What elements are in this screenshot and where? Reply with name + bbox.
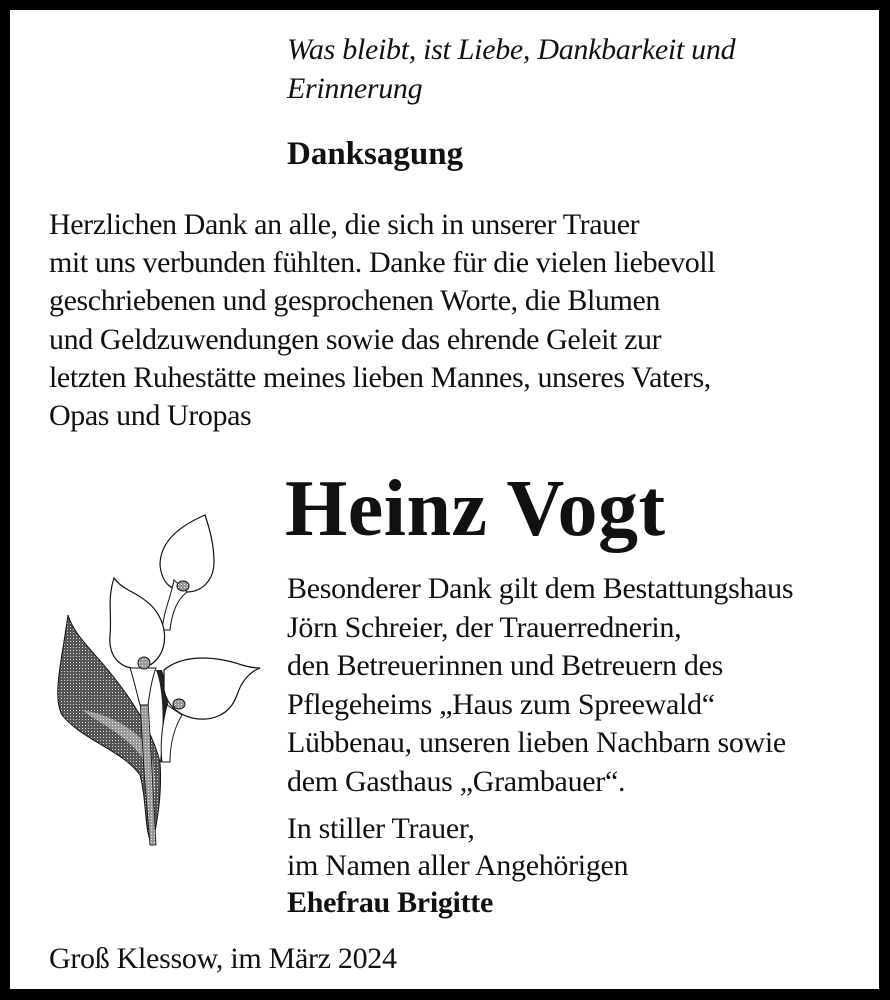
intro-line: geschriebenen und gesprochenen Worte, die Blumen — [49, 284, 660, 318]
intro-line: mit uns verbunden fühlten. Danke für die vielen liebevoll — [49, 246, 716, 280]
motto-line: Was bleibt, ist Liebe, Dankbarkeit und — [287, 33, 736, 66]
obituary-notice — [10, 10, 879, 989]
special-thanks-paragraph — [287, 570, 793, 801]
intro-line: Herzlichen Dank an alle, die sich in unserer Trauer — [49, 208, 640, 241]
intro-line: und Geldzuwendungen sowie das ehrende Geleit zur — [49, 322, 662, 356]
intro-line: Opas und Uropas — [49, 399, 252, 433]
intro-line: letzten Ruhestätte meines lieben Mannes, unseres Vaters, — [49, 360, 711, 394]
heading: Danksagung — [287, 136, 464, 172]
special-thanks-line: Besonderer Dank gilt dem Bestattungshaus — [287, 572, 794, 605]
special-thanks-line: Pflegeheims „Haus zum Spreewald“ — [287, 687, 715, 721]
calla-lily-icon — [52, 500, 272, 860]
special-thanks-line: Lübbenau, unseren lieben Nachbarn sowie — [287, 726, 786, 759]
special-thanks-line: den Betreuerinnen und Betreuern des — [287, 649, 723, 682]
special-thanks-line: dem Gasthaus „Grambauer“. — [287, 764, 626, 798]
motto — [287, 30, 735, 108]
place-date: Groß Klessow, im März 2024 — [49, 942, 397, 975]
intro-paragraph — [49, 206, 715, 435]
closing-line: im Namen aller Angehörigen — [287, 849, 629, 882]
deceased-name: Heinz Vogt — [285, 465, 666, 553]
signer: Ehefrau Brigitte — [287, 886, 493, 919]
special-thanks-line: Jörn Schreier, der Trauerrednerin, — [287, 610, 682, 644]
motto-line: Erinnerung — [287, 72, 423, 105]
closing-line: In stiller Trauer, — [287, 812, 475, 845]
closing-block — [287, 810, 628, 921]
